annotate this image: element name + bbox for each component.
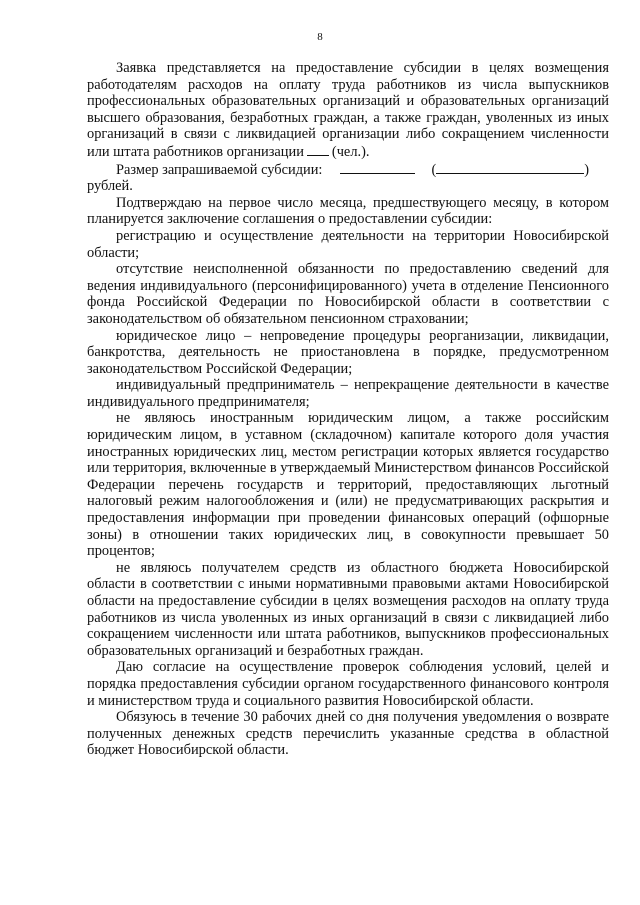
paragraph-consent: Даю согласие на осуществление проверок соблюдения условий, целей и порядка предоставления субсидии органом государственного финансового контроля и министерством труда и социального развития Новосибирской области. [87, 659, 609, 709]
subsidy-amount-label: Размер запрашиваемой субсидии: [116, 161, 323, 178]
paragraph-pension-reporting: отсутствие неисполненной обязанности по предоставлению сведений для ведения индивидуального (персонифицированного) учета в отделение Пенсионного фонда Российской Федерации по Новосибирской области в соответствии с законодательством об обязательном пенсионном страховании; [87, 261, 609, 327]
subsidy-amount-words-blank[interactable] [436, 161, 584, 174]
document-body [87, 60, 609, 759]
paragraph-application-purpose [87, 60, 609, 161]
paragraph-text: Заявка представляется на предоставление субсидии в целях возмещения работодателям расходов на оплату труда работников из числа выпускников профессиональных образовательных организаций и образовательных организаций высшего образования, безработных граждан, а также граждан, уволенных из иных организаций в связи с ликвидацией организации либо сокращением численности или штата работников организации [87, 60, 609, 160]
paragraph-obligation: Обязуюсь в течение 30 рабочих дней со дня получения уведомления о возврате полученных денежных средств перечислить указанные средства в областной бюджет Новосибирской области. [87, 709, 609, 759]
employee-count-blank[interactable] [307, 143, 329, 156]
subsidy-currency-line [87, 178, 609, 195]
paragraph-legal-entity: юридическое лицо – непроведение процедуры реорганизации, ликвидации, банкротства, деятельность не приостановлена в порядке, предусмотренном законодательством Российской Федерации; [87, 327, 609, 377]
paragraph-foreign-entity: не являюсь иностранным юридическим лицом, а также российским юридическим лицом, в уставном (складочном) капитале которого доля участия иностранных юридических лиц, местом регистрации которых является государство или территория, включенные в утверждаемый Министерством финансов Российской Федерации перечень государств и территорий, предоставляющих льготный налоговый режим налогообложения и (или) не предусматривающих раскрытия и предоставления информации при проведении финансовых операций (офшорные зоны) в отношении таких юридических лиц, в совокупности превышает 50 процентов; [87, 410, 609, 560]
subsidy-currency: рублей. [87, 178, 133, 195]
paragraph-entrepreneur: индивидуальный предприниматель – непрекращение деятельности в качестве индивидуального предпринимателя; [87, 377, 609, 410]
paragraph-subsidy-amount [87, 161, 609, 179]
subsidy-amount-blank[interactable] [340, 161, 415, 174]
page-number: 8 [317, 31, 323, 43]
paragraph-registration: регистрацию и осуществление деятельности на территории Новосибирской области; [87, 227, 609, 261]
paragraph-tail: (чел.). [331, 143, 370, 160]
close-paren: ) [584, 161, 590, 178]
paragraph-confirmation: Подтверждаю на первое число месяца, предшествующего месяцу, в котором планируется заключение соглашения о предоставлении субсидии: [87, 194, 609, 228]
open-paren: ( [431, 161, 437, 178]
paragraph-budget-funds: не являюсь получателем средств из областного бюджета Новосибирской области в соответствии с иными нормативными правовыми актами Новосибирской области на предоставление субсидии в целях возмещения расходов на оплату труда работников из числа уволенных из иных организаций в связи с ликвидацией либо сокращением численности или штата работников, выпускников профессиональных образовательных организаций и безработных граждан. [87, 559, 609, 659]
